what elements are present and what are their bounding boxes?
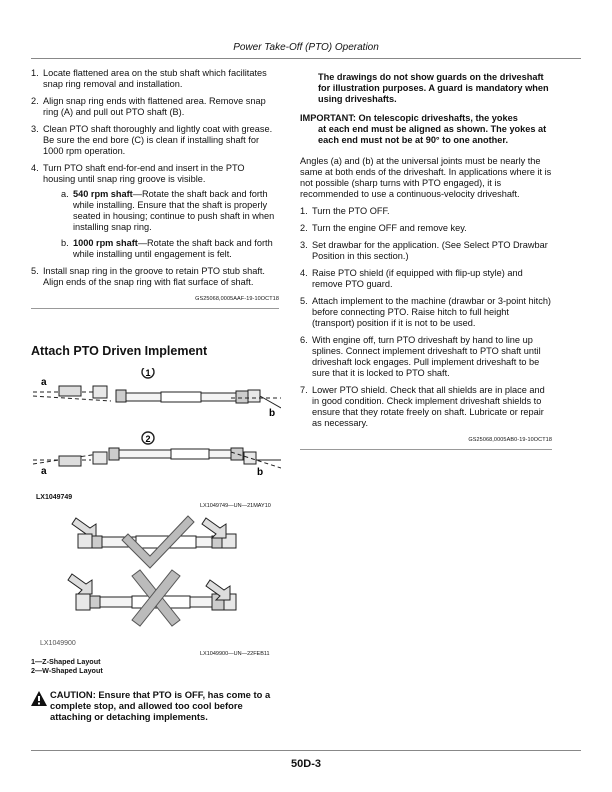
left-column bbox=[31, 68, 279, 309]
figure-id-2: LX1049900 bbox=[40, 640, 76, 647]
right-steps bbox=[300, 206, 552, 429]
sub-list-item: a. 540 rpm shaft—Rotate the shaft back and forth while installing. Ensure that the shaft is properly seated in housing; continue to push shaft in when installing snap ring. bbox=[61, 189, 275, 232]
list-item: 1. Locate flattened area on the stub shaft which facilitates snap ring removal and installation. bbox=[31, 68, 267, 89]
legend-item: 1—Z-Shaped Layout bbox=[31, 657, 101, 666]
list-item: 5. Install snap ring in the groove to retain PTO stub shaft. Align ends of the snap ring with flat surface of shaft. bbox=[31, 266, 265, 287]
list-item: 7. Lower PTO shield. Check that all shields are in place and in good condition. Check implement driveshaft shields to ensure that they rotate freely on shaft. Lubricate or repair as necessary. bbox=[300, 385, 545, 428]
legend-item: 2—W-Shaped Layout bbox=[31, 666, 103, 675]
callout-1: 1 bbox=[145, 368, 151, 378]
caution-block bbox=[31, 689, 281, 722]
list-item: 5. Attach implement to the machine (drawbar or 3-point hitch) before connecting PTO. Raise hitch to full height (transport) position if it is not to be used. bbox=[300, 296, 551, 328]
important-note: IMPORTANT: On telescopic driveshafts, the yokes at each end must be aligned as shown. The yokes at each end must not be at 90° to one another. bbox=[300, 113, 547, 145]
list-item: 4. Raise PTO shield (if equipped with flip-up style) and remove PTO guard. bbox=[300, 268, 523, 289]
figure-ref: LX1049749—UN—21MAY10 bbox=[200, 503, 271, 509]
left-steps bbox=[31, 68, 279, 288]
list-item: 6. With engine off, turn PTO driveshaft by hand to line up splines. Connect implement driveshaft to PTO shaft until driveshaft lock engages. Pull implement driveshaft to be sure that it is locked to PTO shaft. bbox=[300, 335, 541, 378]
yoke-alignment-figure bbox=[36, 514, 276, 636]
angle-label-a-top: a bbox=[41, 377, 47, 388]
list-item: 3. Clean PTO shaft thoroughly and lightly coat with grease. Be sure the end bore (C) is clean if installing shaft for 1000 rpm operation. bbox=[31, 124, 273, 156]
angle-paragraph: Angles (a) and (b) at the universal joints must be nearly the same at both ends of the driveshaft. In applications where it is not possible (sharp turns with PTO engaged), it is recommended to use a continuous-velocity driveshaft. bbox=[300, 156, 552, 199]
footer-rule bbox=[31, 750, 581, 751]
sub-steps bbox=[49, 189, 279, 260]
warning-icon bbox=[31, 691, 47, 706]
list-item: 2. Align snap ring ends with flattened area. Remove snap ring (A) and pull out PTO shaft (B). bbox=[31, 96, 266, 117]
page-header-title: Power Take-Off (PTO) Operation bbox=[233, 42, 379, 53]
page-number: 50D-3 bbox=[291, 758, 321, 770]
angle-label-b-bottom: b bbox=[257, 467, 264, 478]
section-title: Attach PTO Driven Implement bbox=[31, 344, 208, 358]
angle-label-a-bottom: a bbox=[41, 466, 47, 477]
section-rule bbox=[31, 308, 279, 309]
header-rule bbox=[31, 58, 581, 59]
angle-label-b-top: b bbox=[269, 408, 276, 419]
reference-code: GS25068,0005AAF-19-10OCT18 bbox=[195, 296, 279, 302]
driveshaft-layout-figure bbox=[31, 368, 281, 490]
section-rule bbox=[300, 449, 552, 450]
figure-legend bbox=[31, 657, 103, 675]
figure-ref-2: LX1049900—UN—22FEB11 bbox=[200, 651, 270, 657]
list-item: 4. Turn PTO shaft end-for-end and insert in the PTO housing until snap ring groove is visible. a. 540 rpm shaft—Rotate the shaft back and forth while installing. Ensure that the shaft is properly seated in housing; continue to push shaft in when installing snap ring. b. 1000 rpm shaft—Rotate the shaft back and forth while installing until engagement is felt. bbox=[31, 163, 279, 260]
caution-text: CAUTION: Ensure that PTO is OFF, has come to a complete stop, and allowed too cool before attaching or detaching implements. bbox=[50, 689, 271, 722]
right-column bbox=[300, 72, 552, 450]
sub-list-item: b. 1000 rpm shaft—Rotate the shaft back and forth while installing until engagement is felt. bbox=[61, 238, 273, 259]
list-item: 1. Turn the PTO OFF. bbox=[300, 206, 390, 216]
figure-id: LX1049749 bbox=[36, 494, 73, 501]
callout-2: 2 bbox=[145, 434, 151, 444]
reference-code: GS25068,0005AB0-19-10OCT18 bbox=[468, 437, 552, 443]
list-item: 2. Turn the engine OFF and remove key. bbox=[300, 223, 467, 233]
list-item: 3. Set drawbar for the application. (See Select PTO Drawbar Position in this section.) bbox=[300, 240, 548, 261]
guard-note: The drawings do not show guards on the driveshaft for illustration purposes. A guard is mandatory when using driveshafts. bbox=[318, 72, 549, 104]
